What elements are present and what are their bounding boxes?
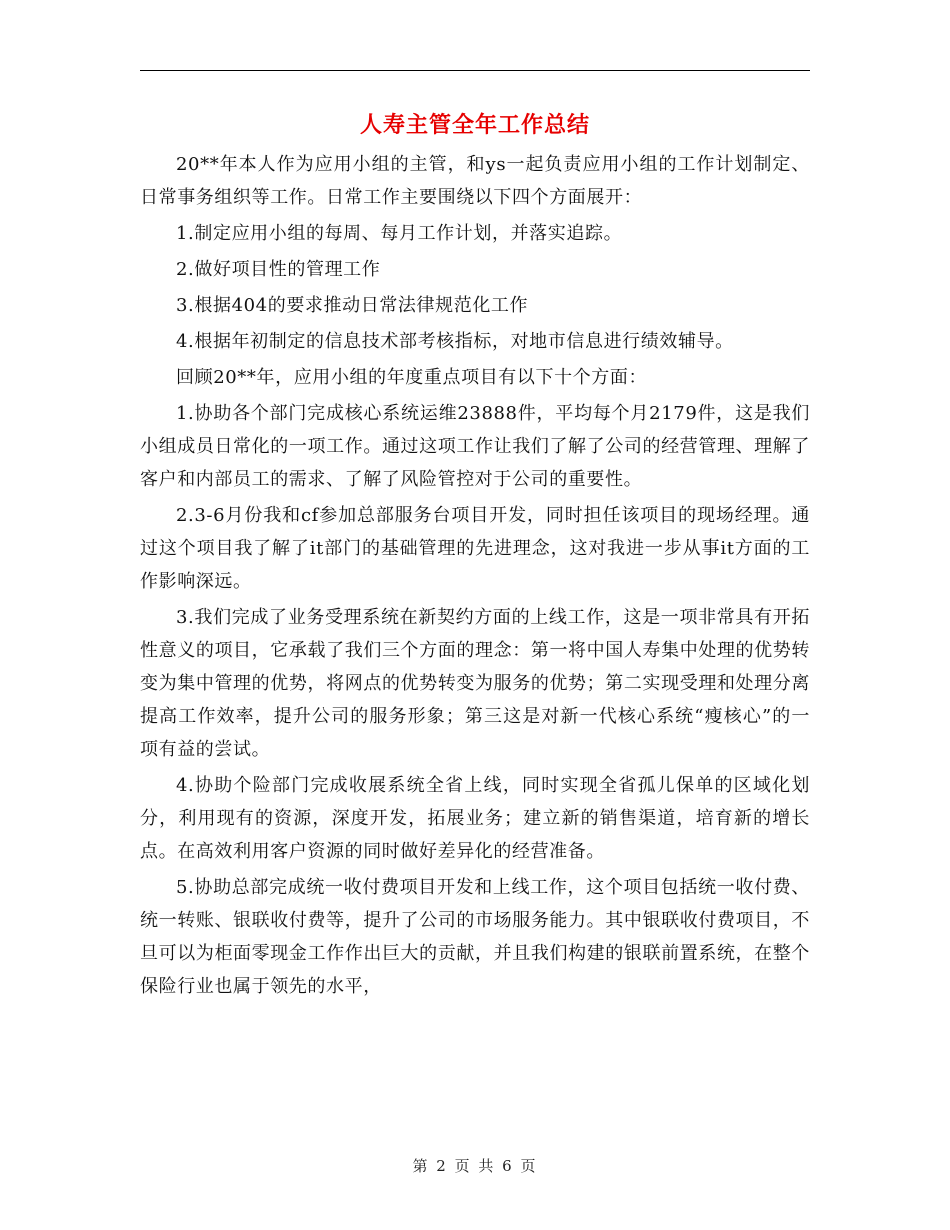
paragraph-project-3: 3.我们完成了业务受理系统在新契约方面的上线工作，这是一项非常具有开拓性意义的项目，它承载了我们三个方面的理念：第一将中国人寿集中处理的优势转变为集中管理的优势，将网点的优势转变为服务的优势；第二实现受理和处理分离提高工作效率，提升公司的服务形象；第三这是对新一代核心系统“瘦核心”的一项有益的尝试。 xyxy=(140,607,810,760)
paragraph-review: 回顾20**年，应用小组的年度重点项目有以下十个方面： xyxy=(176,367,648,388)
paragraph-aspect-4: 4.根据年初制定的信息技术部考核指标，对地市信息进行绩效辅导。 xyxy=(176,331,734,352)
paragraph-aspect-1: 1.制定应用小组的每周、每月工作计划，并落实追踪。 xyxy=(176,223,623,244)
paragraph-aspect-2: 2.做好项目性的管理工作 xyxy=(176,259,381,280)
paragraph-aspect-3: 3.根据404的要求推动日常法律规范化工作 xyxy=(176,295,529,316)
paragraph-project-2: 2.3-6月份我和cf参加总部服务台项目开发，同时担任该项目的现场经理。通过这个项目我了解了it部门的基础管理的先进理念，这对我进一步从事it方面的工作影响深远。 xyxy=(140,505,810,592)
paragraph-project-4: 4.协助个险部门完成收展系统全省上线，同时实现全省孤儿保单的区域化划分，利用现有的资源，深度开发，拓展业务；建立新的销售渠道，培育新的增长点。在高效利用客户资源的同时做好差异化的经营准备。 xyxy=(140,775,810,862)
paragraph-project-5: 5.协助总部完成统一收付费项目开发和上线工作，这个项目包括统一收付费、统一转账、银联收付费等，提升了公司的市场服务能力。其中银联收付费项目，不旦可以为柜面零现金工作作出巨大的贡献，并且我们构建的银联前置系统，在整个保险行业也属于领先的水平， xyxy=(140,877,810,997)
paragraph-project-1: 1.协助各个部门完成核心系统运维23888件，平均每个月2179件，这是我们小组成员日常化的一项工作。通过这项工作让我们了解了公司的经营管理、理解了客户和内部员工的需求、了解了风险管控对于公司的重要性。 xyxy=(140,403,810,490)
page-number: 第 2 页 共 6 页 xyxy=(412,1157,538,1175)
document-body xyxy=(140,148,810,1006)
header-rule xyxy=(140,70,810,71)
paragraph-intro: 20**年本人作为应用小组的主管，和ys一起负责应用小组的工作计划制定、日常事务组织等工作。日常工作主要围绕以下四个方面展开： xyxy=(140,154,810,208)
document-title: 人寿主管全年工作总结 xyxy=(359,112,590,138)
